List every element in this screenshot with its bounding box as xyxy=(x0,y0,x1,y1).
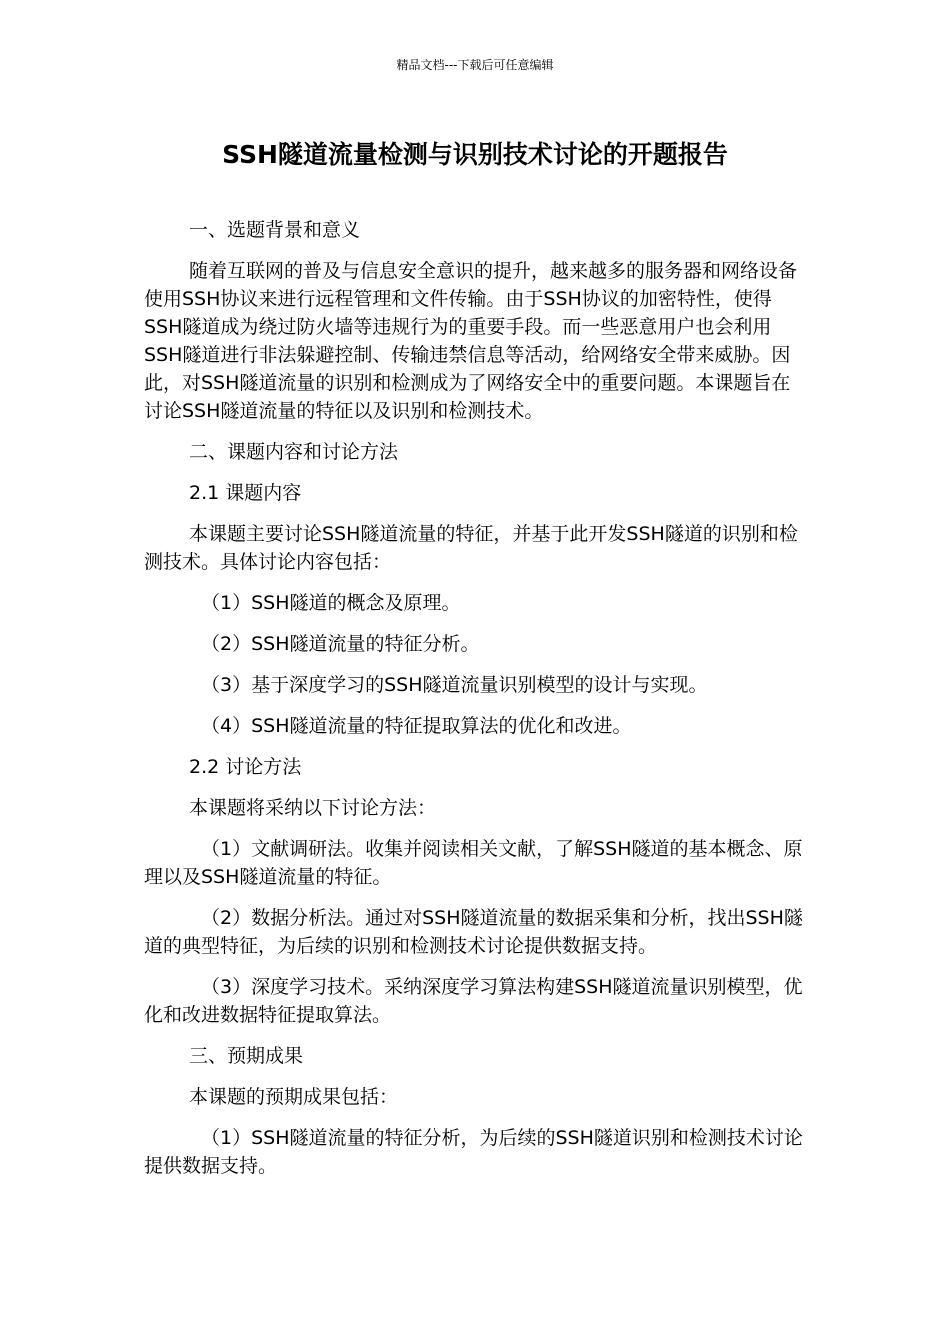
page-header-note: 精品文档---下载后可任意编辑 xyxy=(396,58,554,72)
section-2-heading: 二、课题内容和讨论方法 xyxy=(189,441,399,463)
section-1-heading: 一、选题背景和意义 xyxy=(189,219,361,241)
section-3-list-item: （1）SSH隧道流量的特征分析，为后续的SSH隧道识别和检测技术讨论提供数据支持。 xyxy=(144,1127,803,1177)
section-2-1-list-item: （1）SSH隧道的概念及原理。 xyxy=(201,592,461,614)
section-2-1-heading: 2.1 课题内容 xyxy=(189,482,302,504)
section-3-paragraph: 本课题的预期成果包括： xyxy=(189,1086,399,1108)
document-title: SSH隧道流量检测与识别技术讨论的开题报告 xyxy=(222,140,728,169)
section-2-2-list-item: （3）深度学习技术。采纳深度学习算法构建SSH隧道流量识别模型，优化和改进数据特征提取算法。 xyxy=(144,976,803,1026)
section-2-1-list-item: （4）SSH隧道流量的特征提取算法的优化和改进。 xyxy=(201,715,632,737)
document-body xyxy=(144,216,808,1193)
section-2-1-paragraph: 本课题主要讨论SSH隧道流量的特征，并基于此开发SSH隧道的识别和检测技术。具体讨论内容包括： xyxy=(144,523,798,573)
section-2-2-heading: 2.2 讨论方法 xyxy=(189,756,302,778)
section-2-2-list-item: （2）数据分析法。通过对SSH隧道流量的数据采集和分析，找出SSH隧道的典型特征，为后续的识别和检测技术讨论提供数据支持。 xyxy=(144,907,803,957)
section-2-1-list-item: （3）基于深度学习的SSH隧道流量识别模型的设计与实现。 xyxy=(201,674,708,696)
section-2-2-list-item: （1）文献调研法。收集并阅读相关文献，了解SSH隧道的基本概念、原理以及SSH隧道流量的特征。 xyxy=(144,838,803,888)
section-3-heading: 三、预期成果 xyxy=(189,1045,304,1067)
section-1-paragraph: 随着互联网的普及与信息安全意识的提升，越来越多的服务器和网络设备使用SSH协议来进行远程管理和文件传输。由于SSH协议的加密特性，使得SSH隧道成为绕过防火墙等违规行为的重要手段。而一些恶意用户也会利用SSH隧道进行非法躲避控制、传输违禁信息等活动，给网络安全带来威胁。因此，对SSH隧道流量的识别和检测成为了网络安全中的重要问题。本课题旨在讨论SSH隧道流量的特征以及识别和检测技术。 xyxy=(144,260,798,422)
section-2-1-list-item: （2）SSH隧道流量的特征分析。 xyxy=(201,633,480,655)
section-2-2-paragraph: 本课题将采纳以下讨论方法： xyxy=(189,797,437,819)
